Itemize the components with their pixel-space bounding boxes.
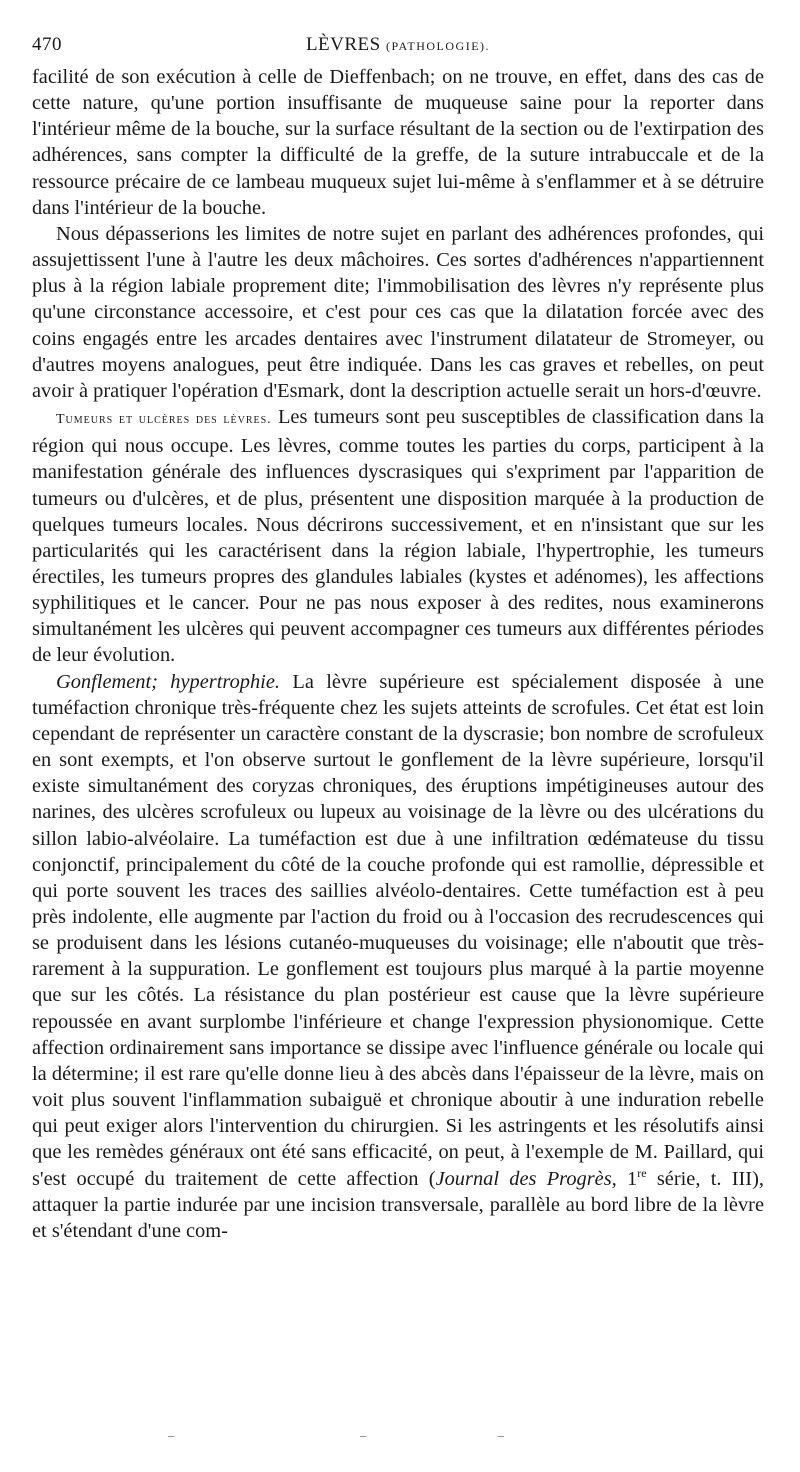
- section-heading-gonflement: Gonflement; hypertrophie.: [56, 670, 280, 693]
- running-subtitle: (PATHOLOGIE).: [385, 39, 491, 53]
- paragraph-adherences: Nous dépasserions les limites de notre sujet en parlant des adhérences profondes, qui assujettissent l'une à l'autre les deux mâchoires. Ces sortes d'adhérences n'appartiennent plus à la région labiale proprement dite; l'immobilisation des lèvres n'y représente plus qu'une circonstance accessoire, et c'est pour ces cas que la dilatation forcée avec des coins engagés entre les arcades dentaires avec l'instrument dilatateur de Stromeyer, ou d'autres moyens analogues, peut être indiquée. Dans les cas graves et rebelles, on peut avoir à pratiquer l'opération d'Esmark, dont la description actuelle serait un hors-d'œuvre.: [32, 222, 764, 402]
- page-header: [32, 30, 764, 64]
- paragraph-tumeurs: [32, 404, 764, 669]
- paragraph-gonflement-text: La lèvre supérieure est spécialement disposée à une tuméfaction chronique très-fréquente chez les sujets atteints de scrofules. Cet état est loin cependant de représenter un caractère constant de la dyscrasie; bon nombre de scrofuleux en sont exempts, et l'on observe surtout le gonflement de la lèvre supérieure, lorsqu'il existe simultanément des coryzas chroniques, des éruptions impétigineuses autour des narines, des ulcères scrofuleux ou lupeux au voisinage de la lèvre ou des ulcérations du sillon labio-alvéolaire. La tuméfaction est due à une infiltration œdémateuse du tissu conjonctif, principalement du côté de la couche profonde qui est ramollie, dépressible et qui porte souvent les traces des saillies alvéolo-dentaires. Cette tuméfaction est à peu près indolente, elle augmente par l'action du froid ou à l'occasion des recrudescences qui se produisent dans les lésions cutanéo-muqueuses du voisinage; elle n'aboutit que très-rarement à la suppuration. Le gonflement est toujours plus marqué à la partie moyenne que sur les côtés. La résistance du plan postérieur est cause que la lèvre supérieure repoussée en avant surplombe l'inférieure et change l'expression physionomique. Cette affection ordinairement sans importance se dissipe avec l'influence générale ou locale qui la détermine; il est rare qu'elle donne lieu à des abcès dans l'épaisseur de la lèvre, mais on voit plus souvent l'inflammation subaiguë et chronique aboutir à une induration rebelle qui peut exiger alors l'intervention du chirurgien. Si les astringents et les résolutifs ainsi que les remèdes généraux ont été sans efficacité, on peut, à l'exemple de M. Paillard, qui s'est occupé du traitement de cette affection (: [32, 670, 764, 1190]
- section-heading-tumeurs: Tumeurs et ulcères des lèvres.: [56, 412, 272, 428]
- scan-speck: [498, 1436, 504, 1437]
- page-number: 470: [32, 34, 62, 55]
- scan-footer-marks: [0, 1416, 800, 1456]
- paragraph-continuation: facilité de son exécution à celle de Dieffenbach; on ne trouve, en effet, dans des cas de cette nature, qu'une portion insuffisante de muqueuse saine pour la reporter dans l'intérieur même de la bouche, sur la surface résultant de la section ou de l'extirpation des adhérences, sans compter la difficulté de la greffe, de la suture intrabuccale et de la ressource précaire de ce lambeau muqueux sujet lui-même à s'enflammer et à se détruire dans l'intérieur de la bouche.: [32, 66, 764, 219]
- running-head: [32, 34, 764, 56]
- scan-speck: [168, 1436, 174, 1437]
- scan-speck: [360, 1436, 366, 1437]
- body-text: [32, 64, 764, 1244]
- paragraph-gonflement-text-end: série, t. III), attaquer la partie indurée par une incision transversale, parallèle au bord libre de la lèvre et s'étendant d'une com-: [32, 1167, 764, 1242]
- paragraph-tumeurs-text: Les tumeurs sont peu susceptibles de classification dans la région qui nous occupe. Les lèvres, comme toutes les parties du corps, participent à la manifestation générale des influences dyscrasiques qui s'expriment par l'apparition de tumeurs ou d'ulcères, et de plus, présentent une disposition marquée à la production de quelques tumeurs locales. Nous décrirons successivement, et en n'insistant que sur les particularités qui les caractérisent dans la région labiale, l'hypertrophie, les tumeurs érectiles, les tumeurs propres des glandules labiales (kystes et adénomes), les affections syphilitiques et le cancer. Pour ne pas nous exposer à des redites, nous examinerons simultanément les ulcères qui peuvent accompagner ces tumeurs aux différentes périodes de leur évolution.: [32, 406, 764, 667]
- journal-citation: Journal des Progrès,: [435, 1167, 617, 1190]
- series-superscript: re: [637, 1165, 647, 1180]
- running-title: LÈVRES: [305, 34, 381, 55]
- series-number: 1: [616, 1167, 638, 1190]
- paragraph-gonflement: [32, 669, 764, 1244]
